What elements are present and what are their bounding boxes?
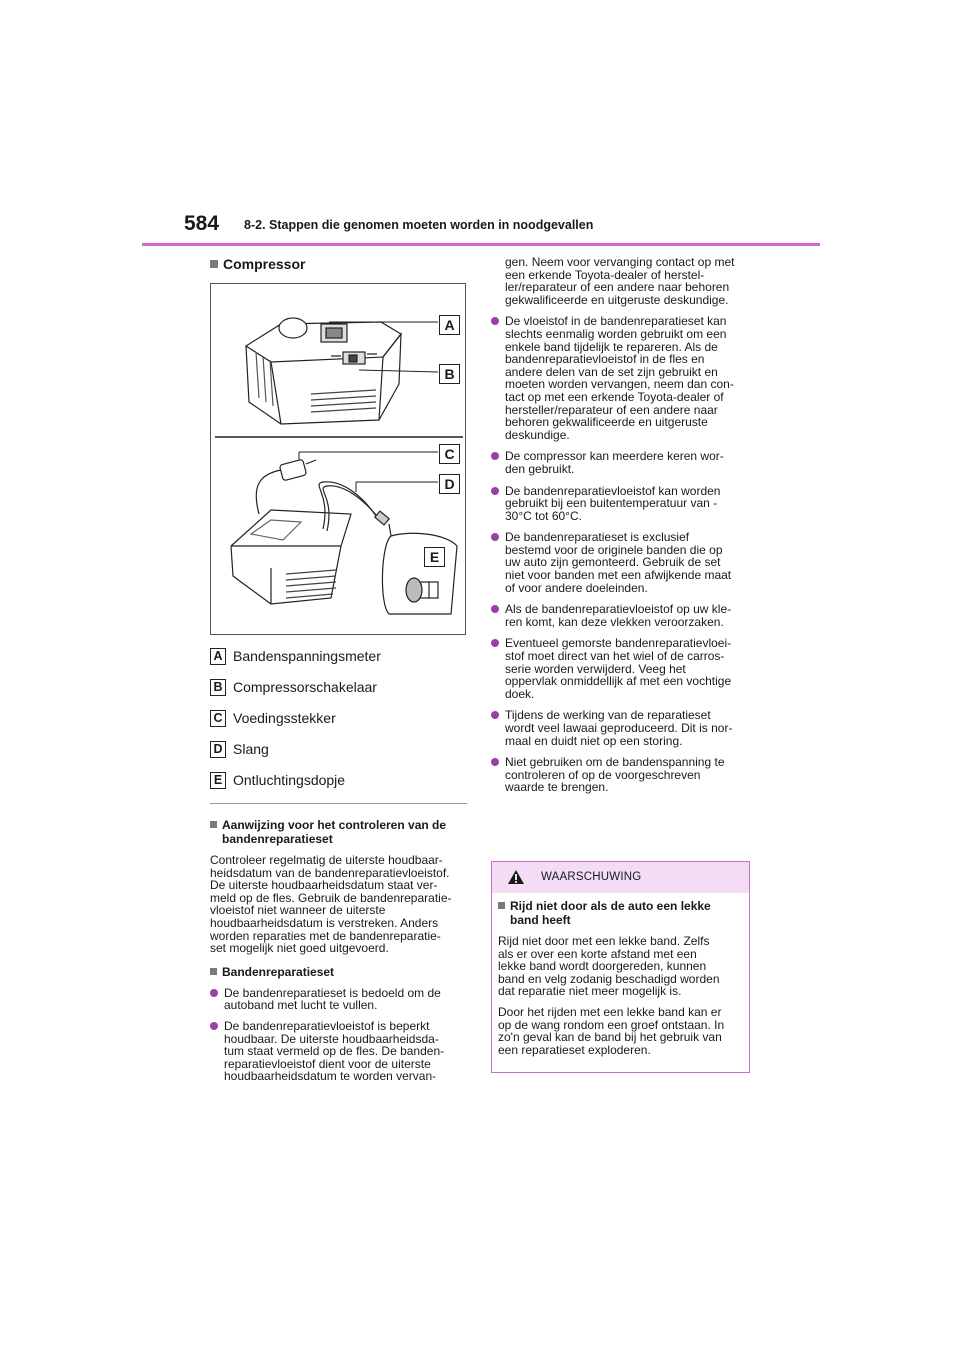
legend-item-a <box>210 646 381 666</box>
bullet-dot-icon <box>210 989 218 997</box>
section-body-check: Controleer regelmatig de uiterste houdbaar- heidsdatum van de bandenreparatievloeistof. De uiterste houdbaarheidsdatum staat ver- meld op de fles. Gebruik de bandenreparatie- vloeistof niet wanneer de uiterste houdbaarheidsdatum is verstreken. Anders worden reparaties met de bandenreparatie- set mogelijk niet goed uitgevoerd. <box>210 853 452 956</box>
compressor-drawing <box>211 284 465 634</box>
list-item: Niet gebruiken om de bandenspanning te controleren of op de voorgeschreven waarde te brengen. <box>491 756 761 794</box>
warning-subtitle: Rijd niet door als de auto een lekke band heeft <box>498 899 743 927</box>
warning-header <box>492 862 749 893</box>
section-title-kit: Bandenreparatieset <box>210 965 472 979</box>
figure-label-b: B <box>439 364 460 384</box>
list-item: Tijdens de werking van de reparatieset wordt veel lawaai geproduceerd. Dit is nor- maal en duidt niet op een storing. <box>491 709 761 747</box>
compressor-heading <box>210 256 305 272</box>
warning-content <box>498 899 743 1056</box>
bullet-dot-icon <box>491 533 499 541</box>
list-item: Als de bandenreparatievloeistof op uw kle- ren komt, kan deze vlekken veroorzaken. <box>491 603 761 628</box>
figure-label-d: D <box>439 474 460 494</box>
square-bullet-icon <box>210 821 217 828</box>
legend-item-d <box>210 739 269 759</box>
section-title-check: Aanwijzing voor het controleren van de bandenreparatieset <box>210 818 472 846</box>
bullet-dot-icon <box>491 487 499 495</box>
legend-text: Slang <box>233 741 269 757</box>
bullet-dot-icon <box>210 1022 218 1030</box>
bullet-dot-icon <box>491 758 499 766</box>
bullet-dot-icon <box>491 452 499 460</box>
compressor-heading-text: Compressor <box>223 256 306 272</box>
square-bullet-icon <box>210 260 218 268</box>
legend-letter: A <box>210 648 226 665</box>
list-item: De bandenreparatieset is exclusief bestemd voor de originele banden die op uw auto zijn gemonteerd. Gebruik de set niet voor banden met een afwijkende maat of voor andere doeleinden. <box>491 531 761 594</box>
legend-item-c <box>210 708 336 728</box>
square-bullet-icon <box>210 968 217 975</box>
list-item: De bandenreparatievloeistof is beperkt houdbaar. De uiterste houdbaarheidsda- tum staat vermeld op de fles. De banden- reparatievloeistof dient voor de uiterste houdbaarheidsdatum te worden vervan- <box>210 1020 472 1083</box>
list-item: De vloeistof in de bandenreparatieset kan slechts eenmalig worden gebruikt om een enkele band tijdelijk te repareren. Als de bandenreparatievloeistof in de fles en andere delen van de set zijn gebruikt en moeten worden vervangen, neem dan con- tact op met een erkende Toyota-dealer of hersteller/reparateur of een andere naar behoren gekwalificeerde en uitgeruste deskundige. <box>491 315 761 441</box>
list-item: De bandenreparatievloeistof kan worden gebruikt bij een buitentemperatuur van - 30°C tot 60°C. <box>491 485 761 523</box>
bullet-dot-icon <box>491 639 499 647</box>
legend-letter: E <box>210 772 226 789</box>
legend-letter: C <box>210 710 226 727</box>
bullet-dot-icon <box>491 605 499 613</box>
legend-text: Voedingsstekker <box>233 710 336 726</box>
bullet-dot-icon <box>491 317 499 325</box>
figure-label-a: A <box>439 315 460 335</box>
legend-letter: B <box>210 679 226 696</box>
legend-item-e <box>210 770 345 790</box>
warning-paragraph-1: Rijd niet door met een lekke band. Zelfs als er over een korte afstand met een lekke band wordt doorgereden, kunnen band en velg zodanig beschadigd worden dat reparatie niet meer mogelijk is. <box>498 934 720 999</box>
list-item: De compressor kan meerdere keren wor- den gebruikt. <box>491 450 761 475</box>
left-column-text <box>210 818 472 1083</box>
compressor-illustration <box>210 283 466 635</box>
legend-letter: D <box>210 741 226 758</box>
right-column-text <box>491 256 761 794</box>
figure-label-e: E <box>424 547 445 567</box>
legend-text: Bandenspanningsmeter <box>233 648 381 664</box>
section-divider <box>210 803 467 804</box>
running-head: 8-2. Stappen die genomen moeten worden in noodgevallen <box>244 218 594 232</box>
legend-item-b <box>210 677 377 697</box>
legend-text: Compressorschakelaar <box>233 679 377 695</box>
legend-text: Ontluchtingsdopje <box>233 772 346 788</box>
warning-title: WAARSCHUWING <box>541 871 642 883</box>
warning-paragraph-2: Door het rijden met een lekke band kan er op de wang rondom een groef ontstaan. In zo'n geval kan de band bij het gebruik van een reparatieset exploderen. <box>498 1004 725 1057</box>
bullet-dot-icon <box>491 711 499 719</box>
square-bullet-icon <box>498 902 505 909</box>
continuation-text: gen. Neem voor vervanging contact op met een erkende Toyota-dealer of herstel- ler/reparateur of een andere naar behoren gekwalificeerde en uitgeruste deskundige. <box>505 255 735 307</box>
list-item: De bandenreparatieset is bedoeld om de autoband met lucht te vullen. <box>210 987 472 1012</box>
page-number: 584 <box>184 212 220 235</box>
warning-box <box>491 861 750 1073</box>
header-rule <box>142 243 820 246</box>
list-item: Eventueel gemorste bandenreparatievloei- stof moet direct van het wiel of de carros- serie worden verwijderd. Veeg het oppervlak onmiddellijk af met een vochtige doek. <box>491 637 761 700</box>
warning-triangle-icon <box>507 869 525 885</box>
figure-label-c: C <box>439 444 460 464</box>
